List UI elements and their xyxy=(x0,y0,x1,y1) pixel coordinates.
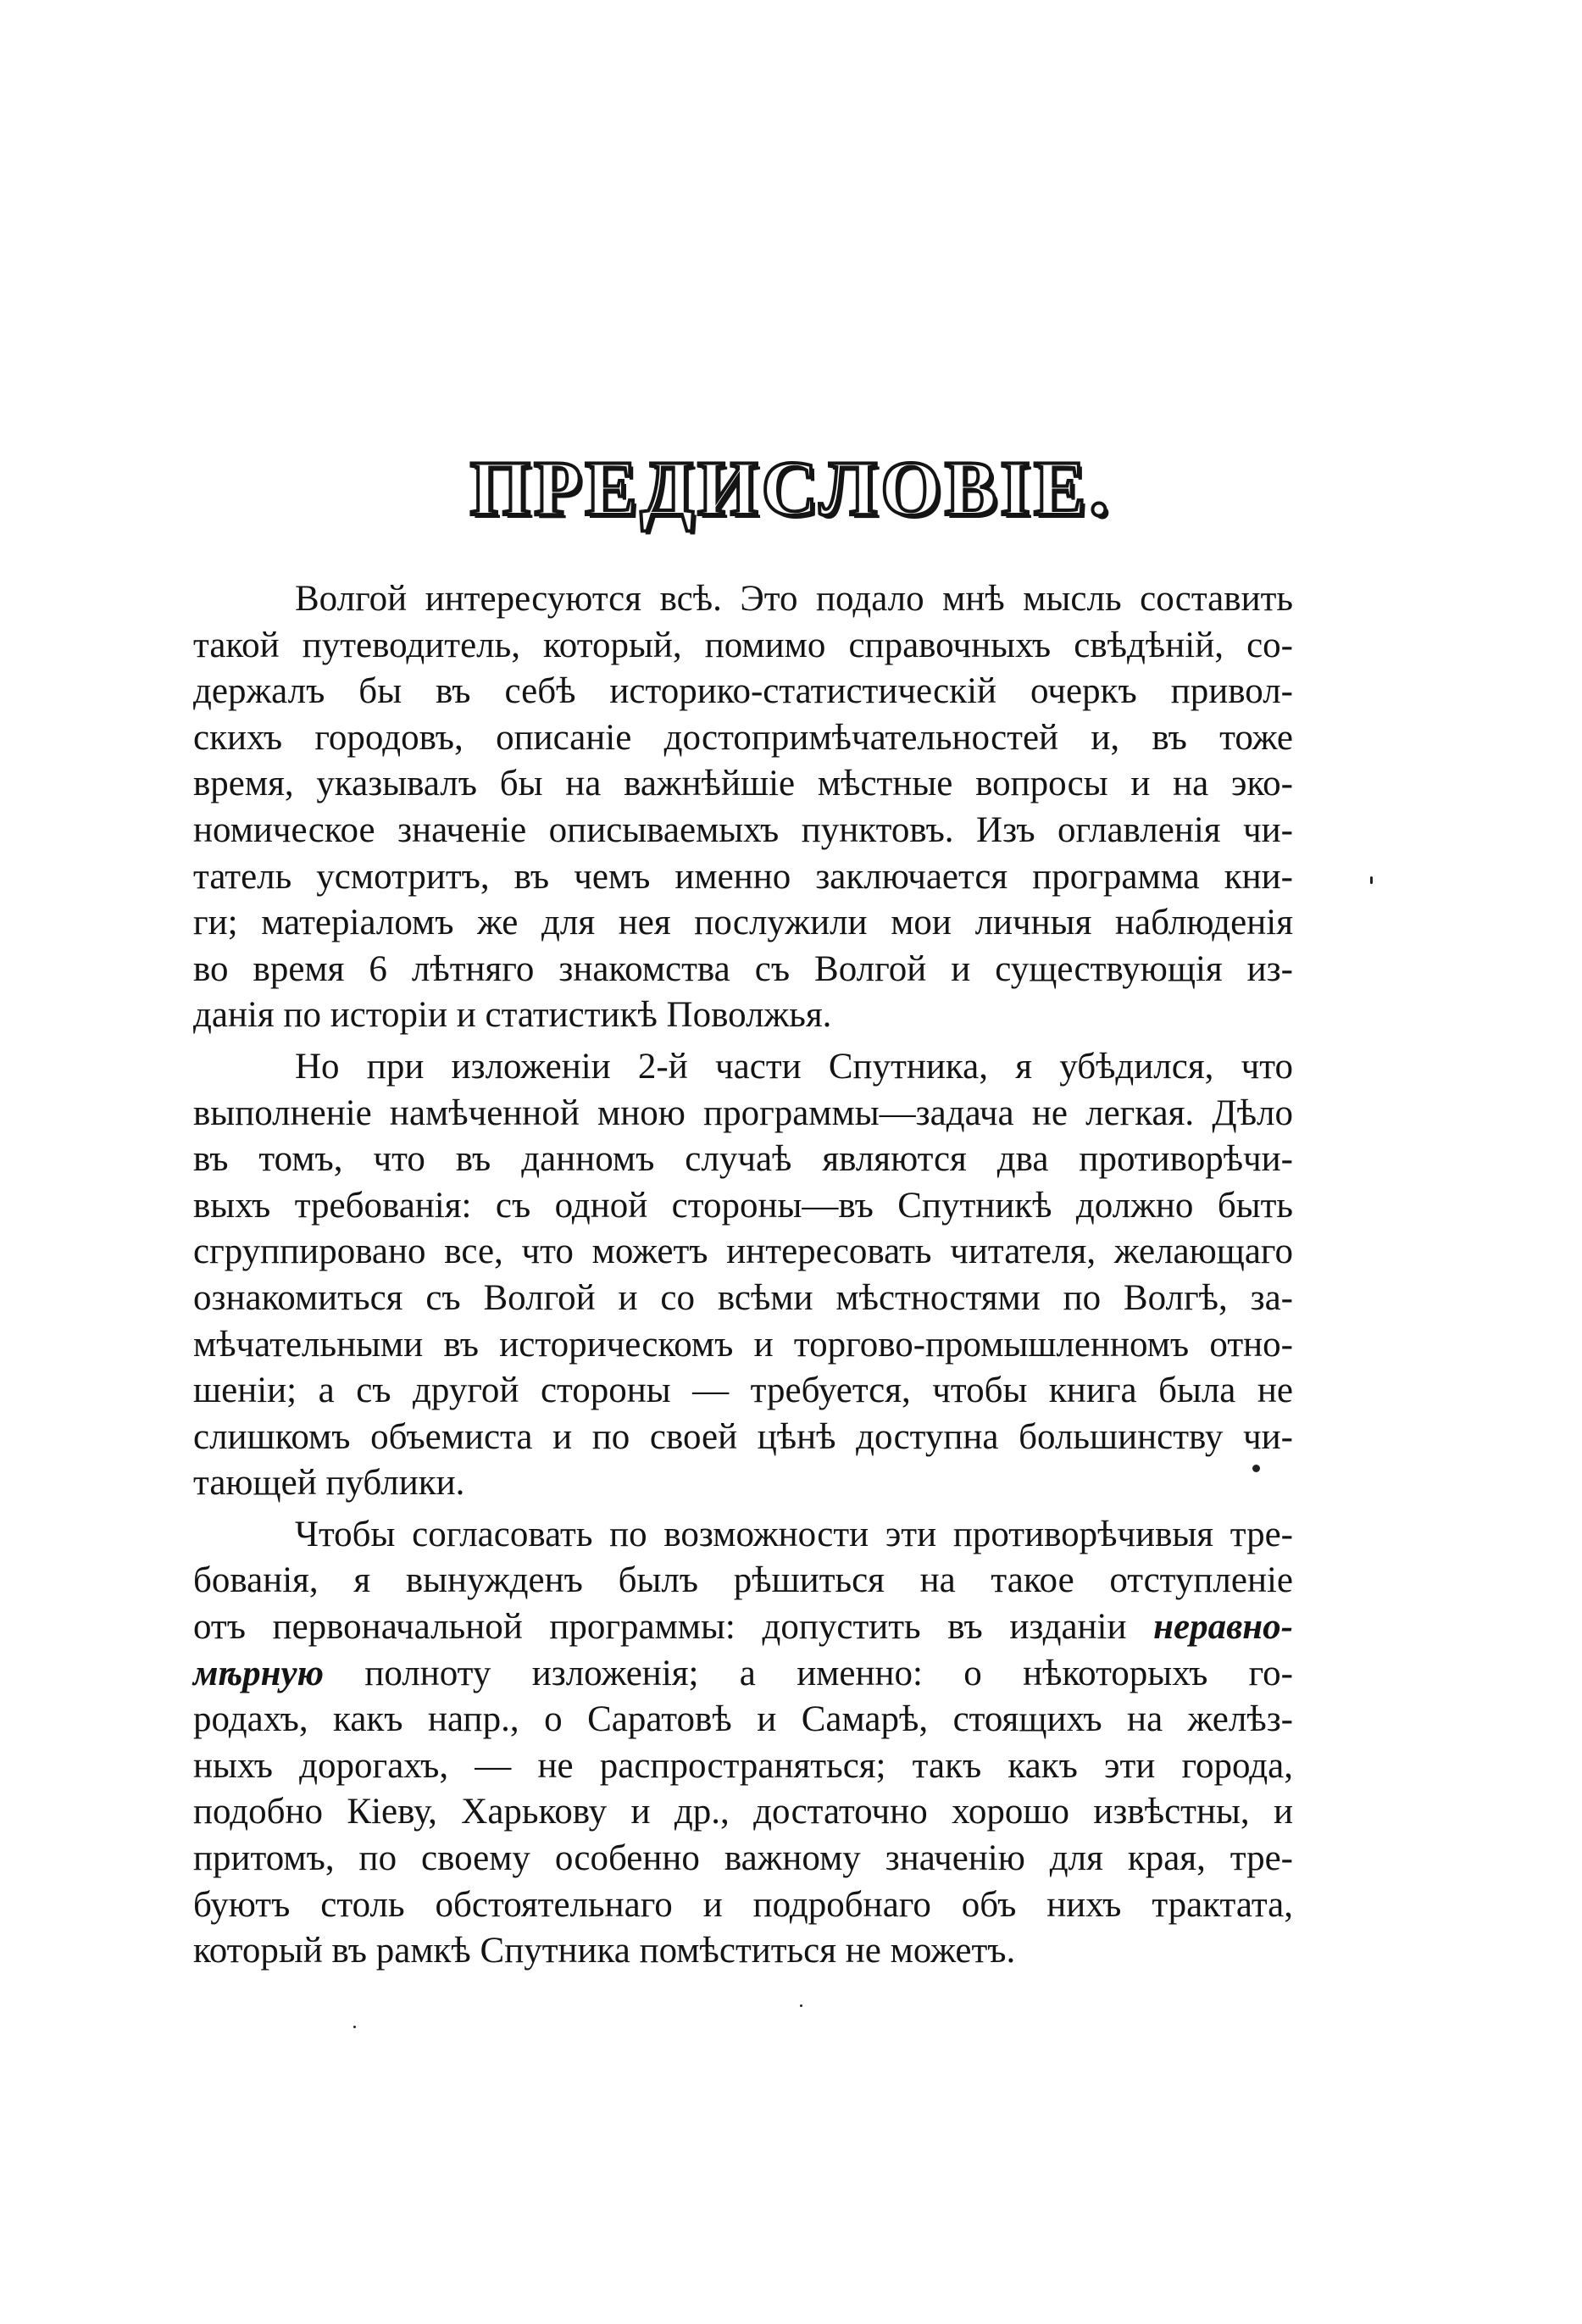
emphasis-text: мѣрную xyxy=(193,1653,324,1693)
text-line: Волгой интересуются всѣ. Это подало мнѣ мысль составить xyxy=(295,579,1293,619)
text-line: время, указывалъ бы на важнѣйшіе мѣстные вопросы и на эко- xyxy=(193,764,1293,804)
text-line: который въ рамкѣ Спутника помѣститься не можетъ. xyxy=(193,1931,1016,1971)
text-line: бованія, я вынужденъ былъ рѣшиться на такое отступленіе xyxy=(193,1560,1293,1601)
text-line: скихъ городовъ, описаніе достопримѣчательностей и, въ тоже xyxy=(193,717,1293,758)
text-line: во время 6 лѣтняго знакомства съ Волгой и существующія из- xyxy=(193,948,1293,989)
text-line: мѣчательными въ историческомъ и торгово-промышленномъ отно- xyxy=(193,1324,1293,1365)
ink-speck xyxy=(800,2004,802,2007)
text-line: шеніи; а съ другой стороны — требуется, чтобы книга была не xyxy=(193,1370,1293,1411)
text-line: Но при изложеніи 2-й части Спутника, я убѣдился, что xyxy=(295,1046,1293,1087)
text-line-segment: полноту изложенія; а именно: о нѣкоторыхъ го- xyxy=(364,1653,1293,1693)
text-line xyxy=(193,1651,1293,1698)
paragraph-1 xyxy=(193,576,1293,1039)
text-line: номическое значеніе описываемыхъ пунктовъ. Изъ оглавленія чи- xyxy=(193,809,1293,850)
text-line: буютъ столь обстоятельнаго и подробнаго объ нихъ трактата, xyxy=(193,1884,1293,1925)
text-line: такой путеводитель, который, помимо справочныхъ свѣдѣній, со- xyxy=(193,625,1293,665)
text-line: ныхъ дорогахъ, — не распространяться; такъ какъ эти города, xyxy=(193,1745,1293,1786)
text-line xyxy=(193,1604,1293,1651)
text-line: притомъ, по своему особенно важному значенію для края, тре- xyxy=(193,1838,1293,1879)
paragraph-2 xyxy=(193,1044,1293,1507)
text-line: ознакомиться съ Волгой и со всѣми мѣстностями по Волгѣ, за- xyxy=(193,1277,1293,1318)
body-text xyxy=(193,576,1293,1975)
ink-speck xyxy=(353,2026,356,2028)
text-line: ги; матеріаломъ же для нея послужили мои личныя наблюденія xyxy=(193,903,1293,943)
paragraph-3 xyxy=(193,1512,1293,1975)
text-line: тающей публики. xyxy=(193,1463,465,1504)
text-line: выхъ требованія: съ одной стороны—въ Спутникѣ должно быть xyxy=(193,1185,1293,1226)
page-title: ПРЕДИСЛОВІЕ. xyxy=(469,445,1113,531)
text-line: татель усмотритъ, въ чемъ именно заключается программа кни- xyxy=(193,856,1293,897)
ink-speck xyxy=(1370,876,1373,884)
text-line: подобно Кіеву, Харькову и др., достаточно хорошо извѣстны, и xyxy=(193,1792,1293,1832)
text-line: сгруппировано все, что можетъ интересовать читателя, желающаго xyxy=(193,1231,1293,1272)
text-line: въ томъ, что въ данномъ случаѣ являются два противорѣчи- xyxy=(193,1139,1293,1180)
text-line: слишкомъ объемиста и по своей цѣнѣ доступна большинству чи- xyxy=(193,1416,1293,1457)
emphasis-text: неравно- xyxy=(1153,1607,1294,1648)
text-line: держалъ бы въ себѣ историко-статистическій очеркъ привол- xyxy=(193,671,1293,712)
text-line: выполненіе намѣченной мною программы—задача не легкая. Дѣло xyxy=(193,1093,1293,1133)
text-line: данія по исторіи и статистикѣ Поволжья. xyxy=(193,995,832,1036)
text-line: родахъ, какъ напр., о Саратовѣ и Самарѣ, стоящихъ на желѣз- xyxy=(193,1699,1293,1740)
text-line-segment: отъ первоначальной программы: допустить въ изданіи xyxy=(193,1607,1127,1648)
ink-speck xyxy=(1252,1465,1260,1472)
text-line: Чтобы согласовать по возможности эти противорѣчивыя тре- xyxy=(295,1514,1293,1554)
